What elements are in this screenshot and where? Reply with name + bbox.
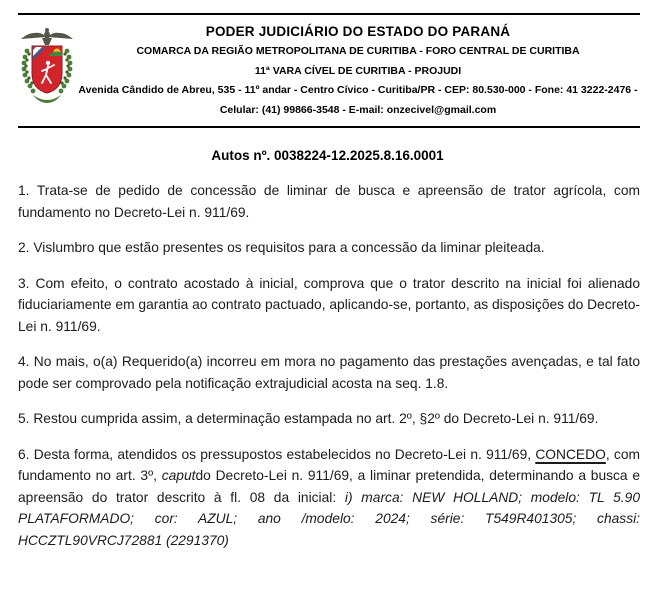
- paragraph-text: 1. Trata-se de pedido de concessão de liminar de busca e apreensão de trator agrícola, com fundamento no Decreto-Lei n. 911/69.: [18, 183, 640, 220]
- letterhead-text: [76, 19, 640, 120]
- paragraph-text: 3. Com efeito, o contrato acostado à inicial, comprova que o trator descrito na inicial foi alienado fiduciariamente em garantia ao contrato pactuado, aplicando-se, portanto, as disposições do Decreto-Lei n. 911/69.: [18, 275, 640, 334]
- paragraph-text: do Decreto-Lei n. 911/69, a liminar pretendida, determinando a busca e apreensão do trator descrito à fl. 08 da inicial:: [18, 468, 641, 505]
- paragraph-2: [18, 237, 640, 259]
- paragraph-text: 5. Restou cumprida assim, a determinação estampada no art. 2º, §2º do Decreto-Lei n. 911/69.: [18, 411, 599, 426]
- parana-coat-of-arms-icon: [18, 25, 76, 111]
- decision-body: [18, 180, 640, 551]
- paragraph-text: 2. Vislumbro que estão presentes os requisitos para a concessão da liminar pleiteada.: [18, 240, 545, 255]
- paragraph-text: 6. Desta forma, atendidos os pressupostos estabelecidos no Decreto-Lei n. 911/69,: [18, 446, 536, 462]
- paragraph-5: [18, 408, 640, 430]
- paragraph-text: , com fundamento no art. 3º,: [18, 446, 640, 483]
- court-name: PODER JUDICIÁRIO DO ESTADO DO PARANÁ: [205, 24, 511, 39]
- case-number: Autos nº. 0038224-12.2025.8.16.0001: [211, 148, 444, 163]
- paragraph-text: 4. No mais, o(a) Requerido(a) incorreu em mora no pagamento das prestações avençadas, e tal fato pode ser comprovado pela notificação extrajudicial acosta na seq. 1.8.: [18, 354, 640, 391]
- court-contact: Celular: (41) 99866-3548 - E-mail: onzecivel@gmail.com: [219, 103, 497, 116]
- court-division: 11ª VARA CÍVEL DE CURITIBA - PROJUDI: [254, 64, 462, 77]
- paragraph-4: [18, 351, 640, 394]
- tractor-description: i) marca: NEW HOLLAND; modelo: TL 5.90 PLATAFORMADO; cor: AZUL; ano /modelo: 2024; série: T549R401305; chassi: HCCZTL90VRCJ72881 (2291370): [18, 489, 641, 548]
- paragraph-3: [18, 273, 640, 338]
- paragraph-1: [18, 180, 640, 223]
- court-address: Avenida Cândido de Abreu, 535 - 11º andar - Centro Cívico - Curitiba/PR - CEP: 80.530-000 - Fone: 41 3222-2476 -: [78, 84, 638, 96]
- court-district: COMARCA DA REGIÃO METROPOLITANA DE CURITIBA - FORO CENTRAL DE CURITIBA: [136, 45, 580, 57]
- concedo-emphasis: CONCEDO: [535, 446, 606, 462]
- paragraph-6: [18, 444, 640, 552]
- caput-term: caput: [161, 468, 196, 483]
- letterhead: [18, 13, 640, 128]
